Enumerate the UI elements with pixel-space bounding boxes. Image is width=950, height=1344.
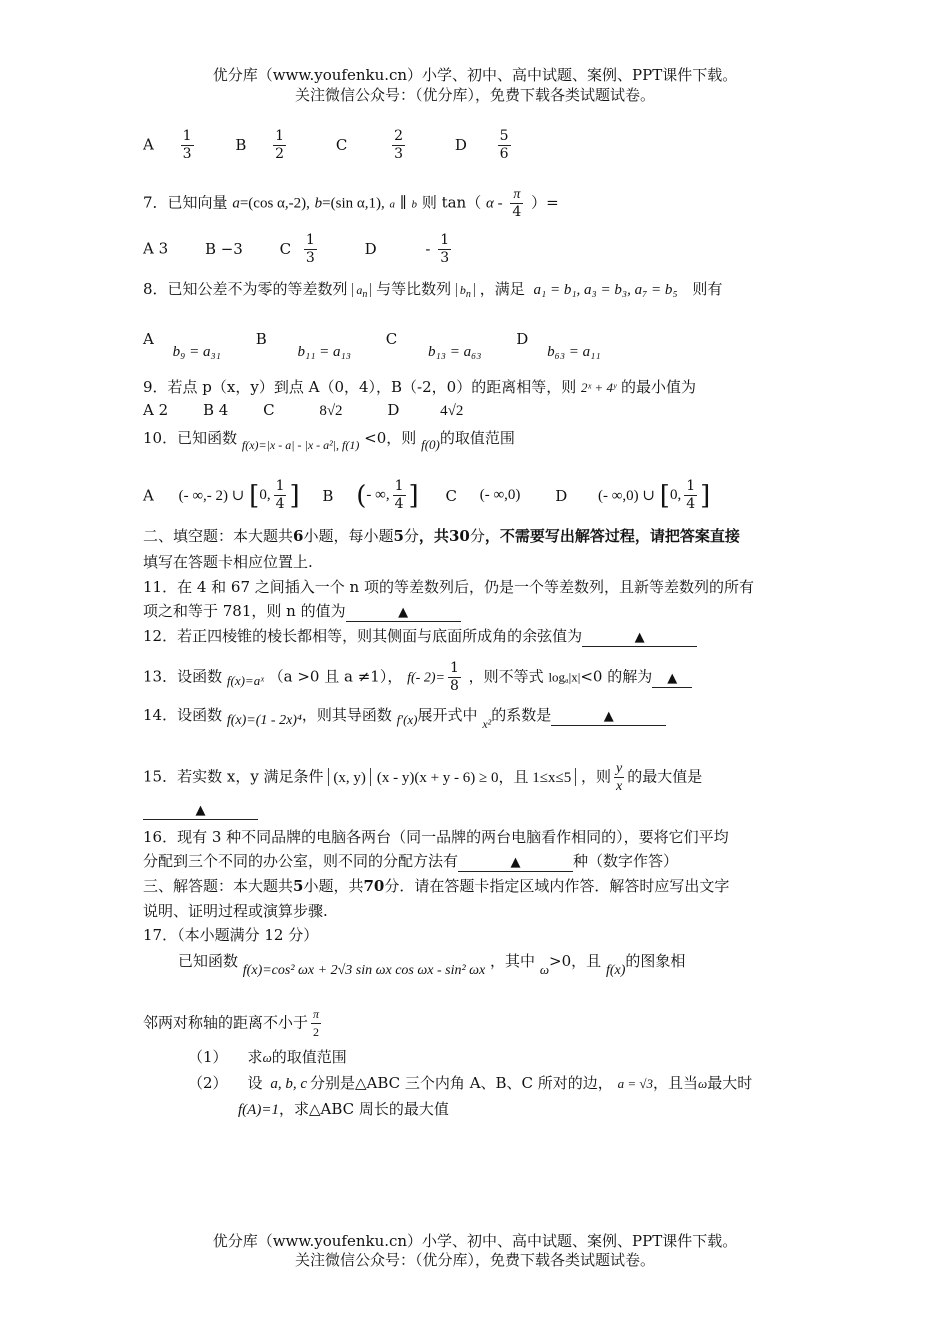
q9-option-a: A 2 — [143, 401, 169, 419]
q9-option-c: 8√2 — [319, 403, 343, 419]
q14-derivative: f′(x) — [396, 712, 418, 727]
question-16-line2: 分配到三个不同的办公室，则不同的分配方法有 ▲ 种（数字作答） — [143, 852, 679, 870]
q7-option-c-label: C — [279, 239, 292, 258]
q10-option-a-quarter: $\frac{1}{4}$ — [275, 478, 285, 512]
vector-b-value: =(sin α,1), — [322, 195, 385, 212]
question-13: 13．设函数 f(x)=aˣ （a >0 且 a ≠1）， f(- 2)= $\frac{1}{8}$ ，则不等式 logₐ|x|<0 的解为 ▲ — [143, 660, 692, 695]
q13-one-eighth: $\frac{1}{8}$ — [449, 660, 459, 694]
question-17-stem: 已知函数 f(x)=cos² ωx + 2√3 sin ωx cos ωx - sin² ωx ，其中 ω>0，且 f(x)的图象相 — [178, 952, 686, 978]
q6-option-c: $\frac{2}{3}$ — [394, 128, 404, 162]
vector-b-small: b — [411, 198, 418, 211]
q7-then: 则 tan（ — [421, 193, 482, 212]
q10-option-a: (- ∞,- 2) ∪ — [178, 488, 245, 504]
page-footer-line2: 关注微信公众号：（优分库），免费下载各类试题试卷。 — [294, 1251, 655, 1269]
vector-a-small: a — [389, 198, 396, 211]
question-16-line1: 16．现有 3 种不同品牌的电脑各两台（同一品牌的两台电脑看作相同的），要将它们平均 — [143, 828, 729, 846]
q10-options: A (- ∞,- 2) ∪ [0, $\frac{1}{4}$ ] B (- ∞, $\frac{1}{4}$ ] C (- ∞,0) D (- ∞,0) ∪ [0, $\frac{1}{4}$ ] — [143, 478, 711, 512]
q9-expression: 2ˣ + 4ʸ — [581, 380, 617, 395]
q15-y-over-x: $\frac{y}{x}$ — [616, 761, 623, 794]
q7-alpha-minus: α - — [486, 195, 503, 212]
question-17-title: 17．（本小题满分 12 分） — [143, 926, 319, 944]
page-header-line2: 关注微信公众号：（优分库），免费下载各类试题试卷。 — [294, 86, 655, 104]
answer-blank[interactable]: ▲ — [551, 709, 666, 726]
answer-blank[interactable]: ▲ — [143, 803, 258, 820]
question-15-answer — [143, 800, 258, 820]
question-11-line1: 11．在 4 和 67 之间插入一个 n 项的等差数列后，仍是一个等差数列，且新等差数列的所有 — [143, 578, 754, 596]
q6-option-d: $\frac{5}{6}$ — [499, 128, 509, 162]
q13-expression: f(x)=aˣ — [226, 672, 264, 688]
q14-x-squared: x² — [482, 717, 492, 731]
q7-tail: ）= — [531, 193, 559, 212]
q9-option-d: 4√2 — [440, 403, 464, 419]
section-3-line1: 三、解答题：本大题共5小题，共70分．请在答题卡指定区域内作答．解答时应写出文字 — [143, 877, 730, 895]
q8-label-c: C — [385, 330, 398, 348]
q8-condition: a₁ = b₁, a₃ = b₃, a₇ = b₅ — [533, 282, 678, 298]
q8-label-b: B — [255, 330, 267, 348]
q6-label-a: A — [143, 135, 154, 154]
q9-option-b: B 4 — [202, 401, 229, 419]
q17-omega: ω — [539, 962, 550, 977]
q10-option-d: (- ∞,0) ∪ — [598, 488, 655, 504]
q8-mid: 与等比数列 — [376, 280, 452, 298]
answer-blank[interactable]: ▲ — [458, 855, 573, 872]
sequence-an: $a_n$ — [352, 283, 371, 297]
section-3-line2: 说明、证明过程或演算步骤. — [143, 902, 328, 920]
page-header-line1: 优分库（www.youfenku.cn）小学、初中、高中试题、案例、PPT课件下载。 — [212, 66, 738, 84]
question-11-line2: 项之和等于 781，则 n 的值为 ▲ — [143, 600, 461, 622]
q10-label-d: D — [555, 486, 568, 505]
q10-option-d-quarter: $\frac{1}{4}$ — [686, 478, 696, 512]
sequence-bn: $b_n$ — [456, 283, 475, 297]
question-15: 15．若实数 x，y 满足条件 (x, y) (x - y)(x + y - 6) ≥ 0，且 1≤x≤5 ，则 $\frac{y}{x}$ 的最大值是 — [143, 761, 703, 794]
q7-option-c: $\frac{1}{3}$ — [305, 232, 315, 266]
parallel-symbol: ∥ — [399, 193, 407, 212]
answer-blank[interactable]: ▲ — [582, 630, 697, 647]
q10-label-c: C — [445, 486, 457, 505]
q13-log: logₐ|x| — [548, 669, 581, 685]
q7-option-d: $\frac{1}{3}$ — [440, 232, 450, 266]
q10-lt: <0，则 — [364, 429, 417, 447]
q8-label-a: A — [143, 330, 154, 348]
q8-options — [143, 330, 601, 360]
answer-blank[interactable]: ▲ — [652, 671, 692, 688]
q10-option-c: (- ∞,0) — [479, 487, 521, 503]
q9-option-d-label: D — [387, 401, 400, 419]
question-7 — [143, 186, 559, 221]
q6-label-b: B — [235, 135, 247, 154]
answer-blank[interactable]: ▲ — [346, 605, 461, 622]
q7-option-b: B −3 — [204, 239, 243, 258]
q10-option-b: - ∞, — [366, 487, 390, 503]
q6-label-d: D — [454, 135, 467, 154]
question-10 — [143, 427, 515, 452]
q10-option-d-interval: 0, — [669, 487, 682, 503]
q8-stem: 8．已知公差不为零的等差数列 — [143, 280, 348, 298]
q10-expression: f(x)=|x - a| - |x - a²|, f(1) — [241, 438, 360, 452]
section-2-line2: 填写在答题卡相应位置上. — [143, 553, 313, 571]
q6-options — [143, 128, 514, 163]
question-14: 14．设函数 f(x)=(1 - 2x)⁴，则其导函数 f′(x)展开式中 $_{x^2}$的系数是 ▲ — [143, 704, 666, 726]
q6-label-c: C — [335, 135, 348, 154]
question-17-line2: 邻两对称轴的距离不小于 $\frac{\pi}{2}$ — [143, 1007, 320, 1039]
q10-tail: 的取值范围 — [439, 429, 515, 447]
q15-condition: (x - y)(x + y - 6) ≥ 0，且 1≤x≤5 — [370, 768, 571, 786]
q9-options — [143, 401, 463, 420]
q8-then: 则有 — [692, 280, 723, 298]
q10-option-a-interval: 0, — [259, 487, 271, 503]
question-17-part2-line2: f(A)=1，求△ABC 周长的最大值 — [238, 1100, 449, 1118]
q7-pi-over-4: $\frac{\pi}{4}$ — [512, 187, 522, 220]
q10-label-a: A — [143, 486, 154, 505]
question-8 — [143, 278, 722, 300]
q10-stem: 10．已知函数 — [143, 429, 238, 447]
q6-option-a: $\frac{1}{3}$ — [182, 128, 192, 162]
q8-option-b: b₁₁ = a₁₃ — [297, 344, 351, 360]
vector-b: b — [314, 195, 323, 212]
q8-cond-pre: ，满足 — [479, 280, 525, 298]
q10-option-b-quarter: $\frac{1}{4}$ — [394, 478, 404, 512]
q17-pi-over-2: $\frac{\pi}{2}$ — [313, 1007, 320, 1039]
q7-options — [143, 232, 454, 267]
q8-option-a: b₉ = a₃₁ — [172, 344, 221, 360]
q9-stem: 9．若点 p（x，y）到点 A（0，4），B（-2，0）的距离相等，则 — [143, 378, 577, 396]
q8-option-c: b₁₃ = a₆₃ — [428, 344, 482, 360]
q6-option-b: $\frac{1}{2}$ — [275, 128, 285, 162]
q9-option-c-label: C — [263, 401, 275, 419]
question-17-part2: （2） 设 a, b, c 分别是△ABC 三个内角 A、B、C 所对的边， a = √3，且当ω最大时 — [188, 1074, 753, 1092]
vector-a-value: =(cos α,-2), — [239, 195, 310, 212]
question-9 — [143, 376, 696, 397]
question-12: 12．若正四棱锥的棱长都相等，则其侧面与底面所成角的余弦值为 ▲ — [143, 625, 697, 647]
section-2-line1: 二、填空题：本大题共6小题，每小题5分，共30分，不需要写出解答过程，请把答案直接 — [143, 527, 740, 545]
q10-f0: f(0) — [421, 437, 440, 452]
q17-fx: f(x) — [605, 963, 626, 978]
q8-option-d: b₆₃ = a₁₁ — [547, 344, 601, 360]
question-17-part1: （1） 求ω的取值范围 — [188, 1048, 347, 1066]
q13-fval: f(- 2)= — [407, 670, 445, 686]
q7-stem: 7．已知向量 — [143, 193, 228, 212]
q10-label-b: B — [322, 486, 334, 505]
q9-tail: 的最小值为 — [621, 378, 697, 396]
q14-expression: f(x)=(1 - 2x)⁴ — [226, 713, 302, 728]
vector-a: a — [232, 195, 240, 212]
q7-option-a: A 3 — [143, 239, 169, 258]
page-footer-line1: 优分库（www.youfenku.cn）小学、初中、高中试题、案例、PPT课件下载。 — [212, 1232, 738, 1250]
q7-option-d-label: D — [364, 239, 377, 258]
q17-expression: f(x)=cos² ωx + 2√3 sin ωx cos ωx - sin² ωx — [242, 963, 486, 978]
q7-option-d-sign: - — [425, 239, 431, 258]
q8-label-d: D — [516, 330, 529, 348]
q15-set: (x, y) — [328, 768, 366, 786]
